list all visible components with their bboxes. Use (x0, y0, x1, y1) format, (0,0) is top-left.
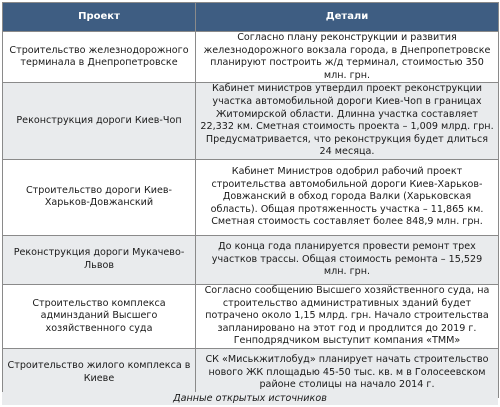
project-cell: Реконструкция дороги Мукачево-Львов (3, 235, 196, 284)
table-row (3, 348, 499, 397)
details-cell: СК «Миськжитлобуд» планирует начать строительство нового ЖК площадью 45-50 тыс. кв. м в Голосеевском районе столицы на начало 2014 г. (196, 348, 499, 397)
details-cell: Кабинет министров утвердил проект реконструкции участка автомобильной дороги Киев-Чоп в границах Житомирской области. Длинна участка составляет 22,332 км. Сметная стоимость проекта – 1,009 млрд. грн. Предусматривается, что реконструкция будет длиться 24 месяца. (196, 83, 499, 160)
details-cell: До конца года планируется провести ремонт трех участков трассы. Общая стоимость ремонта – 15,529 млн. грн. (196, 235, 499, 284)
table-row (3, 159, 499, 235)
project-cell: Строительство дороги Киев-Харьков-Довжанский (3, 159, 196, 235)
project-cell: Строительство железнодорожного терминала в Днепропетровске (3, 32, 196, 83)
table-row (3, 284, 499, 348)
details-cell: Согласно плану реконструкции и развития железнодорожного вокзала города, в Днепропетровске планируют построить ж/д терминал, стоимостью 350 млн. грн. (196, 32, 499, 83)
source-note: Данные открытых источников (2, 392, 498, 405)
project-cell: Строительство жилого комплекса в Киеве (3, 348, 196, 397)
table-header-row (3, 3, 499, 32)
table-row (3, 83, 499, 160)
table-row (3, 235, 499, 284)
project-cell: Реконструкция дороги Киев-Чоп (3, 83, 196, 160)
details-cell: Согласно сообщению Высшего хозяйственного суда, на строительство административных зданий будет потрачено около 1,15 млрд. грн. Начало строительства запланировано на этот год и продлится до 2019 г. Генподрядчиком выступит компания «ТММ» (196, 284, 499, 348)
header-details: Детали (196, 3, 499, 32)
details-cell: Кабинет Министров одобрил рабочий проект строительства автомобильной дороги Киев-Харьков-Довжанский в обход города Валки (Харьковская область). Общая протяженность участка – 11,865 км. Сметная стоимость составляет более 848,9 млн. грн. (196, 159, 499, 235)
header-project: Проект (3, 3, 196, 32)
table-row (3, 32, 499, 83)
project-cell: Строительство комплекса админзданий Высшего хозяйственного суда (3, 284, 196, 348)
projects-table (2, 2, 499, 398)
